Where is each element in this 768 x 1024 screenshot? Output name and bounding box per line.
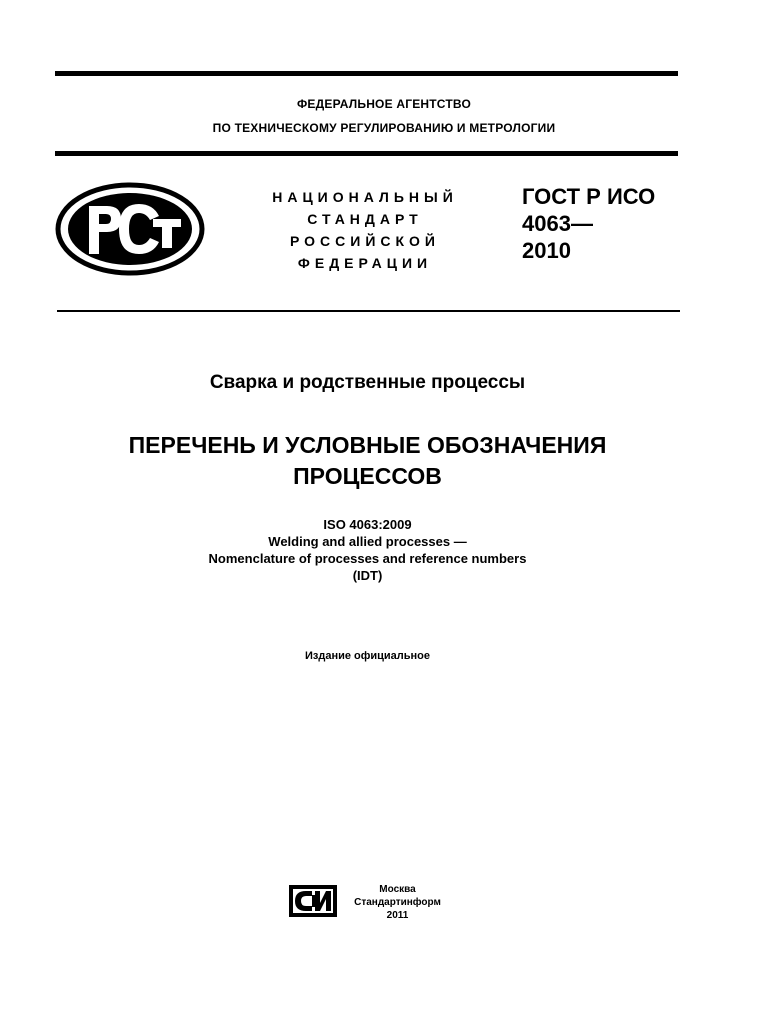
designation-line-3: 2010	[522, 238, 571, 263]
iso-reference	[0, 516, 735, 584]
agency-line-1: ФЕДЕРАЛЬНОЕ АГЕНТСТВО	[296, 97, 471, 111]
standard-designation	[522, 183, 655, 264]
publisher-name: Стандартинформ	[354, 897, 441, 908]
national-line-2: СТАНДАРТ	[307, 211, 423, 227]
rst-emblem-icon	[55, 182, 205, 281]
document-title	[0, 430, 735, 492]
designation-rule	[57, 310, 680, 312]
header-bottom-rule	[55, 151, 678, 156]
top-rule	[55, 71, 678, 76]
title-line-1: ПЕРЕЧЕНЬ И УСЛОВНЫЕ ОБОЗНАЧЕНИЯ	[128, 432, 607, 458]
iso-title-line-2: Nomenclature of processes and reference numbers	[208, 551, 527, 566]
national-standard-label	[250, 186, 480, 274]
publisher-city: Москва	[379, 884, 416, 895]
publisher-block	[340, 883, 455, 922]
iso-idt: (IDT)	[352, 568, 383, 583]
publisher-year: 2011	[386, 910, 409, 921]
designation-line-2: 4063—	[522, 211, 593, 236]
national-line-1: НАЦИОНАЛЬНЫЙ	[272, 189, 458, 205]
iso-code: ISO 4063:2009	[323, 517, 412, 532]
national-line-3: РОССИЙСКОЙ	[290, 233, 440, 249]
standartinform-logo-icon	[288, 884, 338, 923]
official-edition-label: Издание официальное	[304, 650, 431, 662]
designation-line-1: ГОСТ Р ИСО	[522, 184, 656, 209]
title-line-2: ПРОЦЕССОВ	[293, 463, 442, 489]
national-line-4: ФЕДЕРАЦИИ	[297, 255, 433, 271]
iso-title-line-1: Welding and allied processes —	[268, 534, 467, 549]
document-subject: Сварка и родственные процессы	[209, 372, 526, 393]
agency-line-2: ПО ТЕХНИЧЕСКОМУ РЕГУЛИРОВАНИЮ И МЕТРОЛОГИИ	[212, 121, 556, 135]
